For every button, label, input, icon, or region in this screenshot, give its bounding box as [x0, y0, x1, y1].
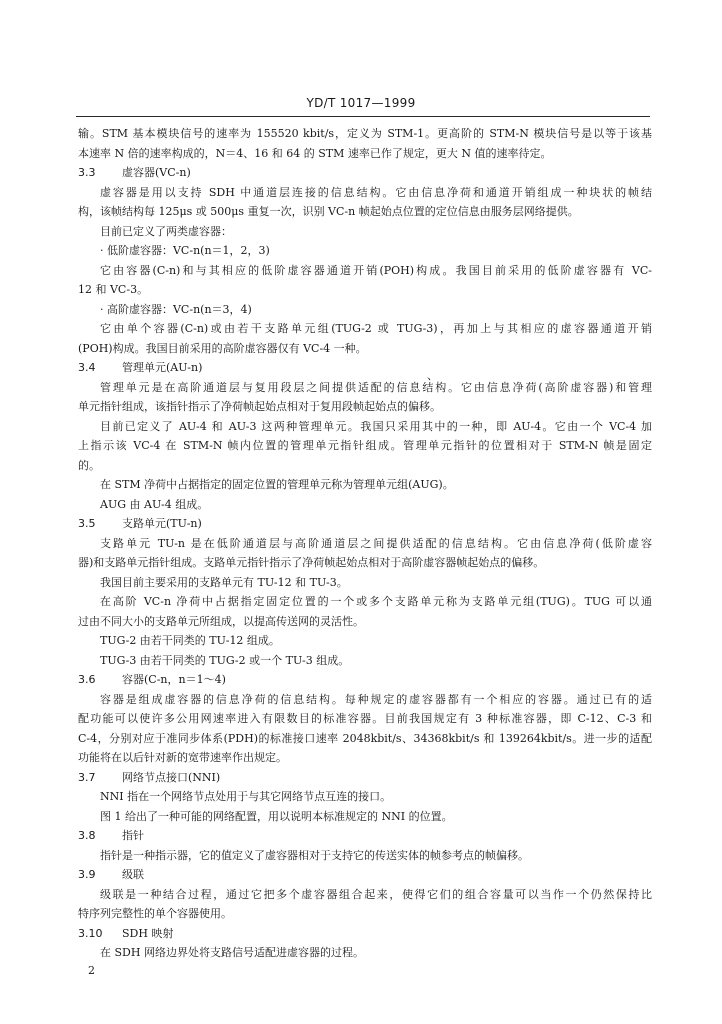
stray-mark: 、 — [427, 369, 438, 382]
header-rule — [76, 116, 650, 117]
paragraph-line: 虚容器是用以支持 SDH 中通道层连接的信息结构。它由信息净荷和通道开销组成一种块状的帧结 — [100, 185, 652, 199]
paragraph-line: 指针是一种指示器，它的值定义了虚容器相对于支持它的传送实体的帧参考点的帧偏移。 — [100, 848, 529, 862]
paragraph-line: 本速率 N 倍的速率构成的，N＝4、16 和 64 的 STM 速率已作了规定，更大 N 值的速率待定。 — [78, 146, 552, 160]
paragraph-line: 功能将在以后针对新的宽带速率作出规定。 — [78, 751, 287, 764]
section-heading-3-3 — [78, 163, 652, 183]
section-title: 网络节点接口(NNI) — [122, 770, 221, 784]
page-body — [78, 124, 652, 963]
section-number: 3.9 — [78, 868, 96, 881]
paragraph-line: 配功能可以使许多公用网速率进入有限数目的标准容器。目前我国规定有 3 种标准容器，即 C-12、C-3 和 — [78, 712, 652, 725]
paragraph-line: 容器是组成虚容器的信息净荷的信息结构。每种规定的虚容器都有一个相应的容器。通过已有的适 — [100, 692, 652, 706]
paragraph-line: NNI 指在一个网络节点处用于与其它网络节点互连的接口。 — [100, 790, 392, 803]
section-title: 容器(C-n，n＝1～4) — [122, 673, 226, 686]
section-heading-3-4 — [78, 358, 652, 378]
section-number: 3.8 — [78, 829, 96, 842]
paragraph-line: 的。 — [78, 458, 100, 472]
paragraph-line: TUG-2 由若干同类的 TU-12 组成。 — [100, 634, 280, 647]
paragraph-line: 上指示该 VC-4 在 STM-N 帧内位置的管理单元指针组成。管理单元指针的位置相对于 STM-N 帧是固定 — [78, 439, 652, 452]
section-heading-3-5 — [78, 514, 652, 534]
paragraph-line: 单元指针组成，该指针指示了净荷帧起始点相对于复用段帧起始点的偏移。 — [78, 400, 441, 413]
paragraph-line: TUG-3 由若干同类的 TUG-2 或一个 TU-3 组成。 — [100, 653, 350, 667]
paragraph-line: 12 和 VC-3。 — [78, 283, 149, 296]
paragraph-line: 它由容器(C-n)和与其相应的低阶虚容器通道开销(POH)构成。我国目前采用的低阶虚容器有 VC- — [100, 263, 652, 277]
paragraph-line: 特序列完整性的单个容器使用。 — [78, 907, 232, 920]
section-number: 3.3 — [78, 166, 96, 179]
section-heading-3-8 — [78, 826, 652, 846]
paragraph-line: C-4，分别对应于准同步体系(PDH)的标准接口速率 2048kbit/s、34368kbit/s 和 139264kbit/s。进一步的适配 — [78, 731, 652, 745]
paragraph-line: 支路单元 TU-n 是在低阶通道层与高阶通道层之间提供适配的信息结构。它由信息净荷(低阶虚容 — [100, 536, 652, 550]
paragraph-line: (POH)构成。我国目前采用的高阶虚容器仅有 VC-4 一种。 — [78, 341, 367, 355]
paragraph-line: 器)和支路单元指针组成。支路单元指针指示了净荷帧起始点相对于高阶虚容器帧起始点的偏移。 — [78, 556, 545, 569]
section-title: SDH 映射 — [122, 926, 174, 940]
page-number: 2 — [88, 964, 95, 977]
paragraph-line: 它由单个容器(C-n)或由若干支路单元组(TUG-2 或 TUG-3)，再加上与其相应的虚容器通道开销 — [100, 322, 652, 335]
section-heading-3-6 — [78, 670, 652, 690]
list-item: · 高阶虚容器：VC-n(n＝3，4) — [100, 302, 252, 316]
paragraph-line: 我国目前主要采用的支路单元有 TU-12 和 TU-3。 — [100, 575, 348, 589]
section-heading-3-7 — [78, 768, 652, 788]
paragraph-line: AUG 由 AU-4 组成。 — [100, 497, 209, 511]
section-title: 支路单元(TU-n) — [122, 517, 202, 530]
paragraph-line: 过由不同大小的支路单元所组成，以提高传送网的灵活性。 — [78, 614, 364, 628]
paragraph-line: 在高阶 VC-n 净荷中占据指定固定位置的一个或多个支路单元称为支路单元组(TUG)。TUG 可以通 — [100, 595, 652, 608]
list-item: · 低阶虚容器：VC-n(n＝1，2，3) — [100, 244, 270, 257]
paragraph-line: 输。STM 基本模块信号的速率为 155520 kbit/s，定义为 STM-1。更高阶的 STM-N 模块信号是以等于该基 — [78, 127, 652, 140]
running-header-doc-id: YD/T 1017—1999 — [306, 96, 416, 110]
paragraph-line: 目前已定义了 AU-4 和 AU-3 这两种管理单元。我国只采用其中的一种，即 AU-4。它由一个 VC-4 加 — [100, 419, 652, 433]
section-title: 虚容器(VC-n) — [122, 166, 191, 179]
section-heading-3-10 — [78, 924, 652, 944]
paragraph-line: 在 STM 净荷中占据指定的固定位置的管理单元称为管理单元组(AUG)。 — [100, 478, 454, 491]
paragraph-line: 图 1 给出了一种可能的网络配置，用以说明本标准规定的 NNI 的位置。 — [100, 809, 453, 823]
section-number: 3.5 — [78, 517, 96, 530]
section-number: 3.4 — [78, 361, 96, 374]
section-number: 3.6 — [78, 673, 96, 686]
paragraph-line: 构，该帧结构每 125μs 或 500μs 重复一次，识别 VC-n 帧起始点位置的定位信息由服务层网络提供。 — [78, 205, 579, 218]
section-title: 管理单元(AU-n) — [122, 361, 203, 374]
section-title: 指针 — [122, 829, 144, 842]
paragraph-line: 级联是一种结合过程，通过它把多个虚容器组合起来，使得它们的组合容量可以当作一个仍然保持比 — [100, 887, 652, 901]
paragraph-line: 目前已定义了两类虚容器： — [100, 224, 232, 238]
section-title: 级联 — [122, 868, 144, 881]
section-number: 3.10 — [78, 926, 103, 940]
paragraph-line: 管理单元是在高阶通道层与复用段层之间提供适配的信息结构。它由信息净荷(高阶虚容器)和管理 — [100, 380, 652, 394]
section-number: 3.7 — [78, 770, 96, 784]
paragraph-line: 在 SDH 网络边界处将支路信号适配进虚容器的过程。 — [100, 946, 364, 959]
section-heading-3-9 — [78, 865, 652, 885]
